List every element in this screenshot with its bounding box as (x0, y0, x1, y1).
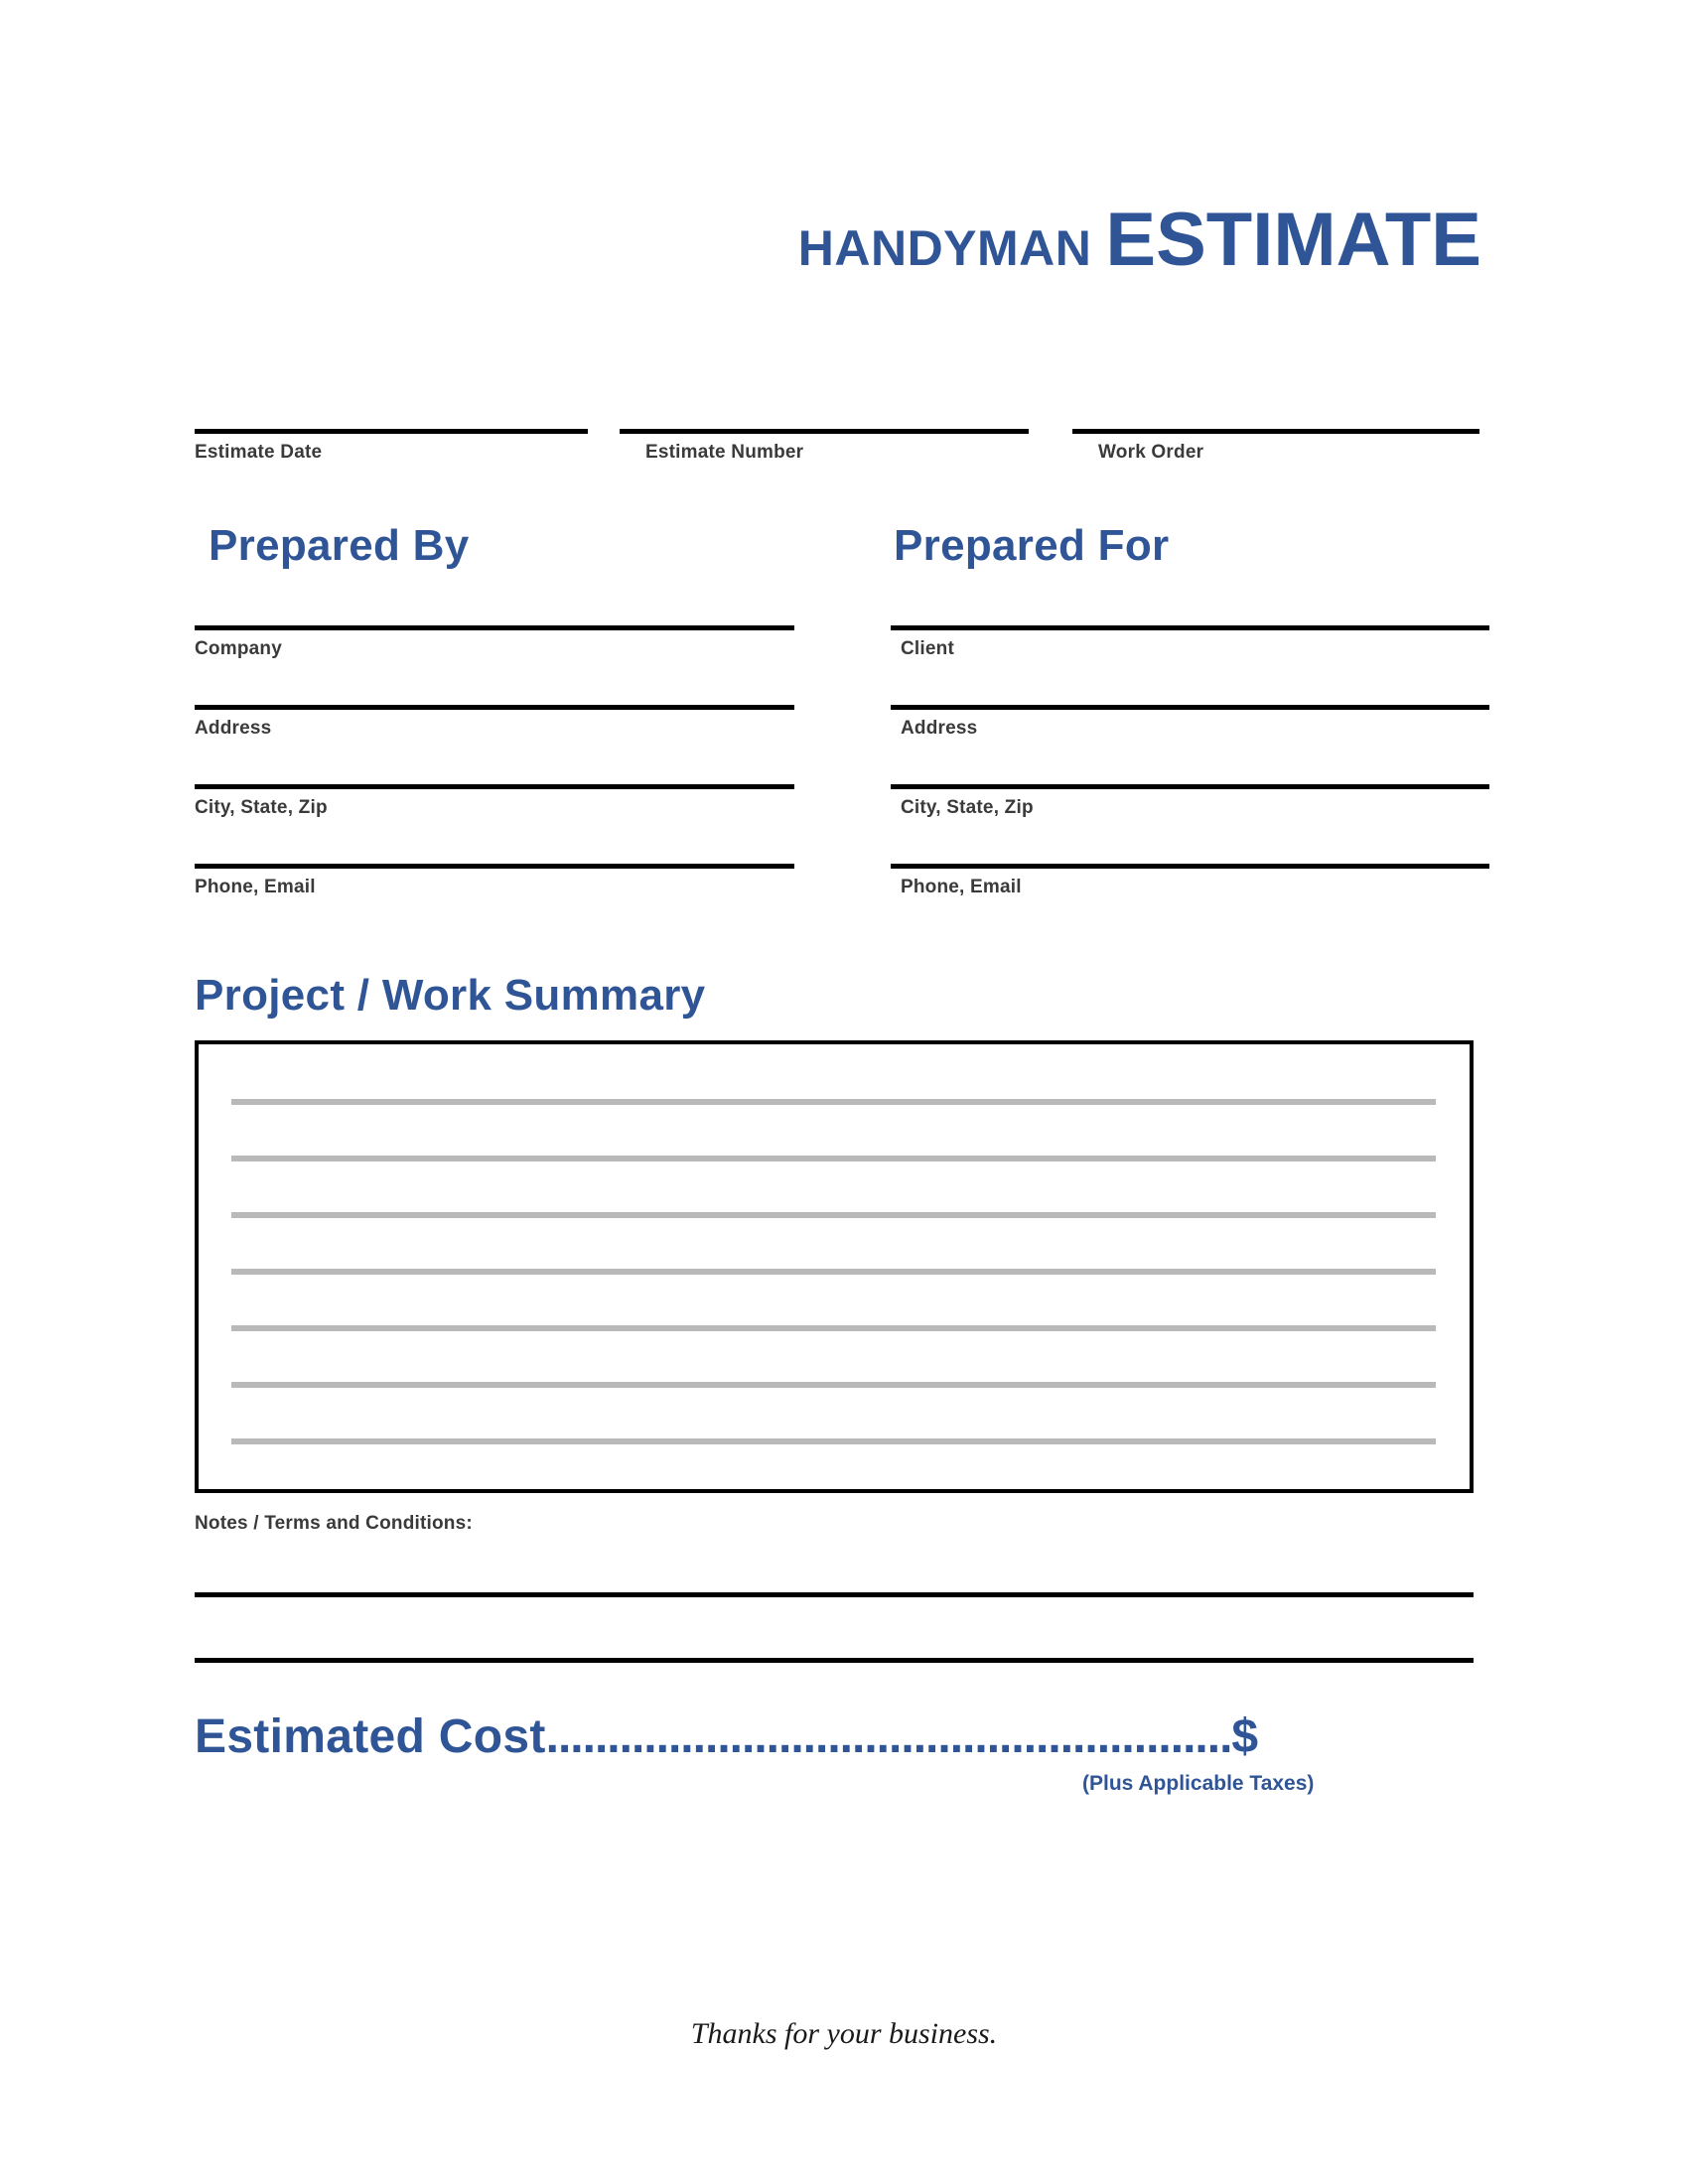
title-main: ESTIMATE (1105, 198, 1481, 282)
notes-line-1[interactable] (195, 1592, 1474, 1597)
client-phone-email-rule (891, 864, 1489, 869)
document-title (0, 197, 1481, 283)
work-order-rule (1072, 429, 1479, 434)
estimate-number-label: Estimate Number (645, 442, 804, 463)
prepared-for-fields (891, 625, 1489, 943)
work-order-label: Work Order (1098, 442, 1204, 463)
client-city-state-zip-field[interactable] (891, 784, 1489, 864)
title-prefix: HANDYMAN (797, 220, 1092, 276)
estimate-number-field[interactable] (620, 429, 1029, 464)
preparer-phone-email-field[interactable] (195, 864, 794, 943)
summary-ruled-line (231, 1212, 1436, 1218)
preparer-address-rule (195, 705, 794, 710)
estimate-date-rule (195, 429, 588, 434)
preparer-address-label: Address (195, 718, 272, 739)
summary-ruled-line (231, 1438, 1436, 1444)
prepared-by-heading: Prepared By (209, 521, 470, 570)
summary-ruled-line (231, 1325, 1436, 1331)
footer-thanks-message: Thanks for your business. (690, 2017, 998, 2050)
summary-ruled-lines (231, 1044, 1436, 1489)
work-order-field[interactable] (1072, 429, 1479, 464)
preparer-city-state-zip-rule (195, 784, 794, 789)
client-address-rule (891, 705, 1489, 710)
preparer-address-field[interactable] (195, 705, 794, 784)
client-address-field[interactable] (891, 705, 1489, 784)
top-fields-row (0, 429, 1688, 488)
client-phone-email-label: Phone, Email (901, 877, 1022, 897)
summary-ruled-line (231, 1269, 1436, 1275)
estimate-date-field[interactable] (195, 429, 588, 464)
currency-symbol: $ (1231, 1710, 1259, 1763)
preparer-phone-email-rule (195, 864, 794, 869)
prepared-by-fields (195, 625, 794, 943)
project-work-summary-box[interactable] (195, 1040, 1474, 1493)
client-field[interactable] (891, 625, 1489, 705)
notes-terms-label: Notes / Terms and Conditions: (195, 1513, 473, 1534)
preparer-phone-email-label: Phone, Email (195, 877, 316, 897)
company-label: Company (195, 638, 282, 659)
estimated-cost-row (195, 1709, 1485, 1764)
plus-applicable-taxes-note: (Plus Applicable Taxes) (1082, 1772, 1315, 1795)
client-city-state-zip-label: City, State, Zip (901, 797, 1034, 818)
notes-line-2[interactable] (195, 1658, 1474, 1663)
company-rule (195, 625, 794, 630)
client-phone-email-field[interactable] (891, 864, 1489, 943)
estimate-number-rule (620, 429, 1029, 434)
project-work-summary-heading: Project / Work Summary (195, 971, 706, 1020)
preparer-city-state-zip-label: City, State, Zip (195, 797, 328, 818)
summary-ruled-line (231, 1156, 1436, 1161)
estimated-cost-label: Estimated Cost (195, 1710, 546, 1763)
preparer-city-state-zip-field[interactable] (195, 784, 794, 864)
estimated-cost-leader: ........................................................ (545, 1710, 1232, 1763)
client-address-label: Address (901, 718, 978, 739)
prepared-for-heading: Prepared For (894, 521, 1170, 570)
client-rule (891, 625, 1489, 630)
client-label: Client (901, 638, 954, 659)
summary-ruled-line (231, 1382, 1436, 1388)
company-field[interactable] (195, 625, 794, 705)
summary-ruled-line (231, 1099, 1436, 1105)
client-city-state-zip-rule (891, 784, 1489, 789)
estimate-date-label: Estimate Date (195, 442, 323, 463)
